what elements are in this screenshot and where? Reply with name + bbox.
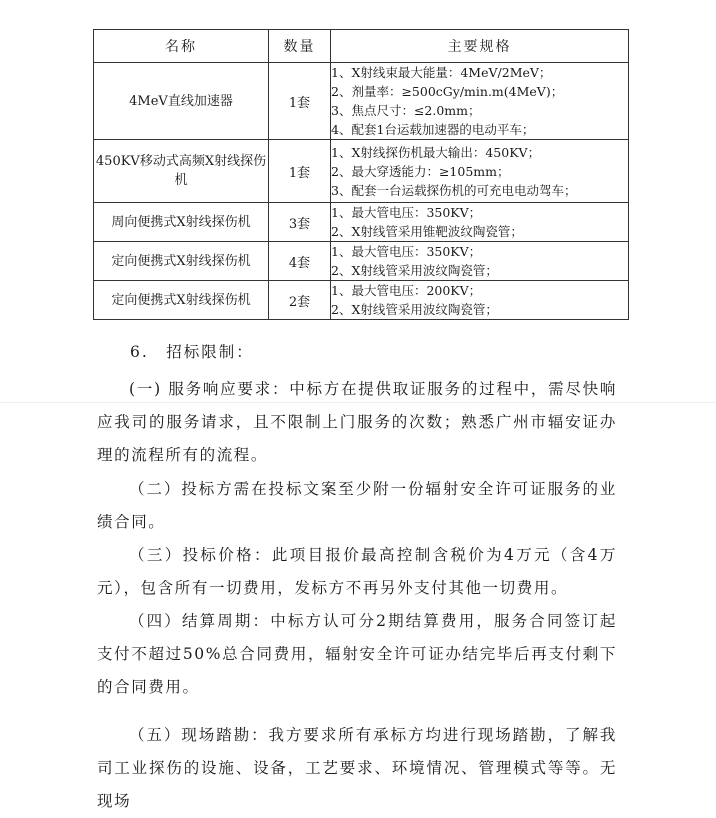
spec-line: 2、X射线管采用波纹陶瓷管； xyxy=(331,302,498,317)
equipment-table xyxy=(93,29,629,320)
paragraph-bid-price: （三）投标价格：此项目报价最高控制含税价为4万元（含4万元），包含所有一切费用，发标方不再另外支付其他一切费用。 xyxy=(97,546,617,597)
equipment-specs xyxy=(331,242,629,281)
spec-line: 3、配套一台运载探伤机的可充电电动驾车； xyxy=(331,182,577,198)
equipment-specs xyxy=(331,140,629,203)
spec-line: 2、剂量率：≥500cGy/min.m(4MeV)； xyxy=(331,84,564,99)
spec-line: 1、最大管电压：350KV； xyxy=(331,244,482,259)
equipment-name: 4MeV直线加速器 xyxy=(94,63,269,140)
equipment-name: 定向便携式X射线探伤机 xyxy=(94,242,269,281)
table-header-row xyxy=(94,30,629,63)
spec-line: 1、最大管电压：350KV； xyxy=(331,205,482,220)
paragraph-settlement-period: （四）结算周期：中标方认可分2期结算费用，服务合同签订起支付不超过50%总合同费用，辐射安全许可证办结完毕后再支付剩下的合同费用。 xyxy=(97,612,617,696)
spec-line: 1、X射线束最大能量：4MeV/2MeV； xyxy=(331,65,552,80)
table-row xyxy=(94,203,629,242)
header-quantity: 数量 xyxy=(269,30,331,63)
equipment-quantity: 1套 xyxy=(269,63,331,140)
header-specs: 主要规格 xyxy=(331,30,629,63)
equipment-name: 周向便携式X射线探伤机 xyxy=(94,203,269,242)
spec-line: 2、X射线管采用锥靶波纹陶瓷管； xyxy=(331,224,523,239)
equipment-specs xyxy=(331,63,629,140)
equipment-name: 定向便携式X射线探伤机 xyxy=(94,281,269,320)
spec-line: 3、焦点尺寸：≤2.0mm； xyxy=(331,103,481,118)
spec-line: 1、X射线探伤机最大输出：450KV； xyxy=(331,144,541,160)
spec-line: 4、配套1台运载加速器的电动平车； xyxy=(331,122,535,137)
equipment-specs xyxy=(331,281,629,320)
spec-line: 2、最大穿透能力：≥105mm； xyxy=(331,163,510,179)
header-name: 名称 xyxy=(94,30,269,63)
equipment-quantity: 4套 xyxy=(269,242,331,281)
table-row xyxy=(94,242,629,281)
spec-line: 1、最大管电压：200KV； xyxy=(331,283,482,298)
paragraph-site-survey: （五）现场踏勘：我方要求所有承标方均进行现场踏勘，了解我司工业探伤的设施、设备，工艺要求、环境情况、管理模式等等。无现场 xyxy=(97,726,617,810)
table-row xyxy=(94,63,629,140)
equipment-quantity: 3套 xyxy=(269,203,331,242)
equipment-quantity: 1套 xyxy=(269,140,331,203)
equipment-name: 450KV移动式高频X射线探伤机 xyxy=(94,140,269,203)
equipment-quantity: 2套 xyxy=(269,281,331,320)
section-heading: 6. 招标限制： xyxy=(130,343,254,361)
spec-line: 2、X射线管采用波纹陶瓷管； xyxy=(331,263,498,278)
table-row xyxy=(94,140,629,203)
table-row xyxy=(94,281,629,320)
paragraph-service-response: (一) 服务响应要求：中标方在提供取证服务的过程中，需尽快响应我司的服务请求，且不限制上门服务的次数；熟悉广州市辐安证办理的流程所有的流程。 xyxy=(97,380,617,464)
paragraph-bid-contract: （二）投标方需在投标文案至少附一份辐射安全许可证服务的业绩合同。 xyxy=(97,480,617,531)
equipment-specs xyxy=(331,203,629,242)
